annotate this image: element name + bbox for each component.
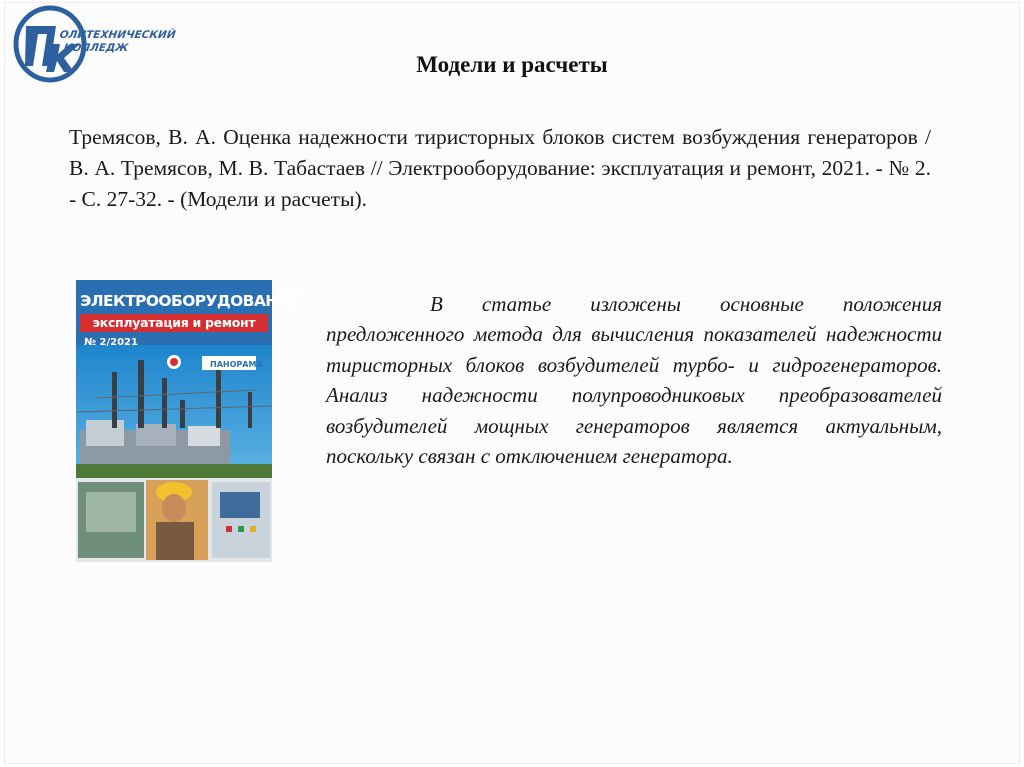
logo-text-line2: КОЛЛЕДЖ	[62, 42, 129, 54]
cover-publisher-label: ПАНОРАМА	[210, 360, 263, 369]
journal-cover	[76, 280, 301, 562]
cover-title-band	[76, 280, 301, 342]
cover-journal-subtitle: эксплуатация и ремонт	[80, 314, 268, 332]
bibliographic-citation: Тремясов, В. А. Оценка надежности тиристорных блоков систем возбуждения генераторов / В. А. Тремясов, М. В. Табастаев // Электрооборудование: эксплуатация и ремонт, 2021. - № 2. - С. 27-32. - (Модели и расчеты).	[69, 125, 931, 211]
slide-title: Модели и расчеты	[416, 52, 608, 77]
cover-issue-number: № 2/2021	[84, 337, 138, 348]
cover-journal-title: ЭЛЕКТРООБОРУДОВАНИЕ	[80, 292, 301, 310]
article-annotation: В статье изложены основные положения предложенного метода для вычисления показателей надежности тиристорных блоков возбудителей турбо- и гидрогенераторов. Анализ надежности полупроводниковых преобразователей возбудителей мощных генераторов является актуальным, поскольку связан с отключением генератора.	[326, 292, 942, 469]
logo-text-line1: ОЛИТЕХНИЧЕСКИЙ	[58, 29, 177, 41]
